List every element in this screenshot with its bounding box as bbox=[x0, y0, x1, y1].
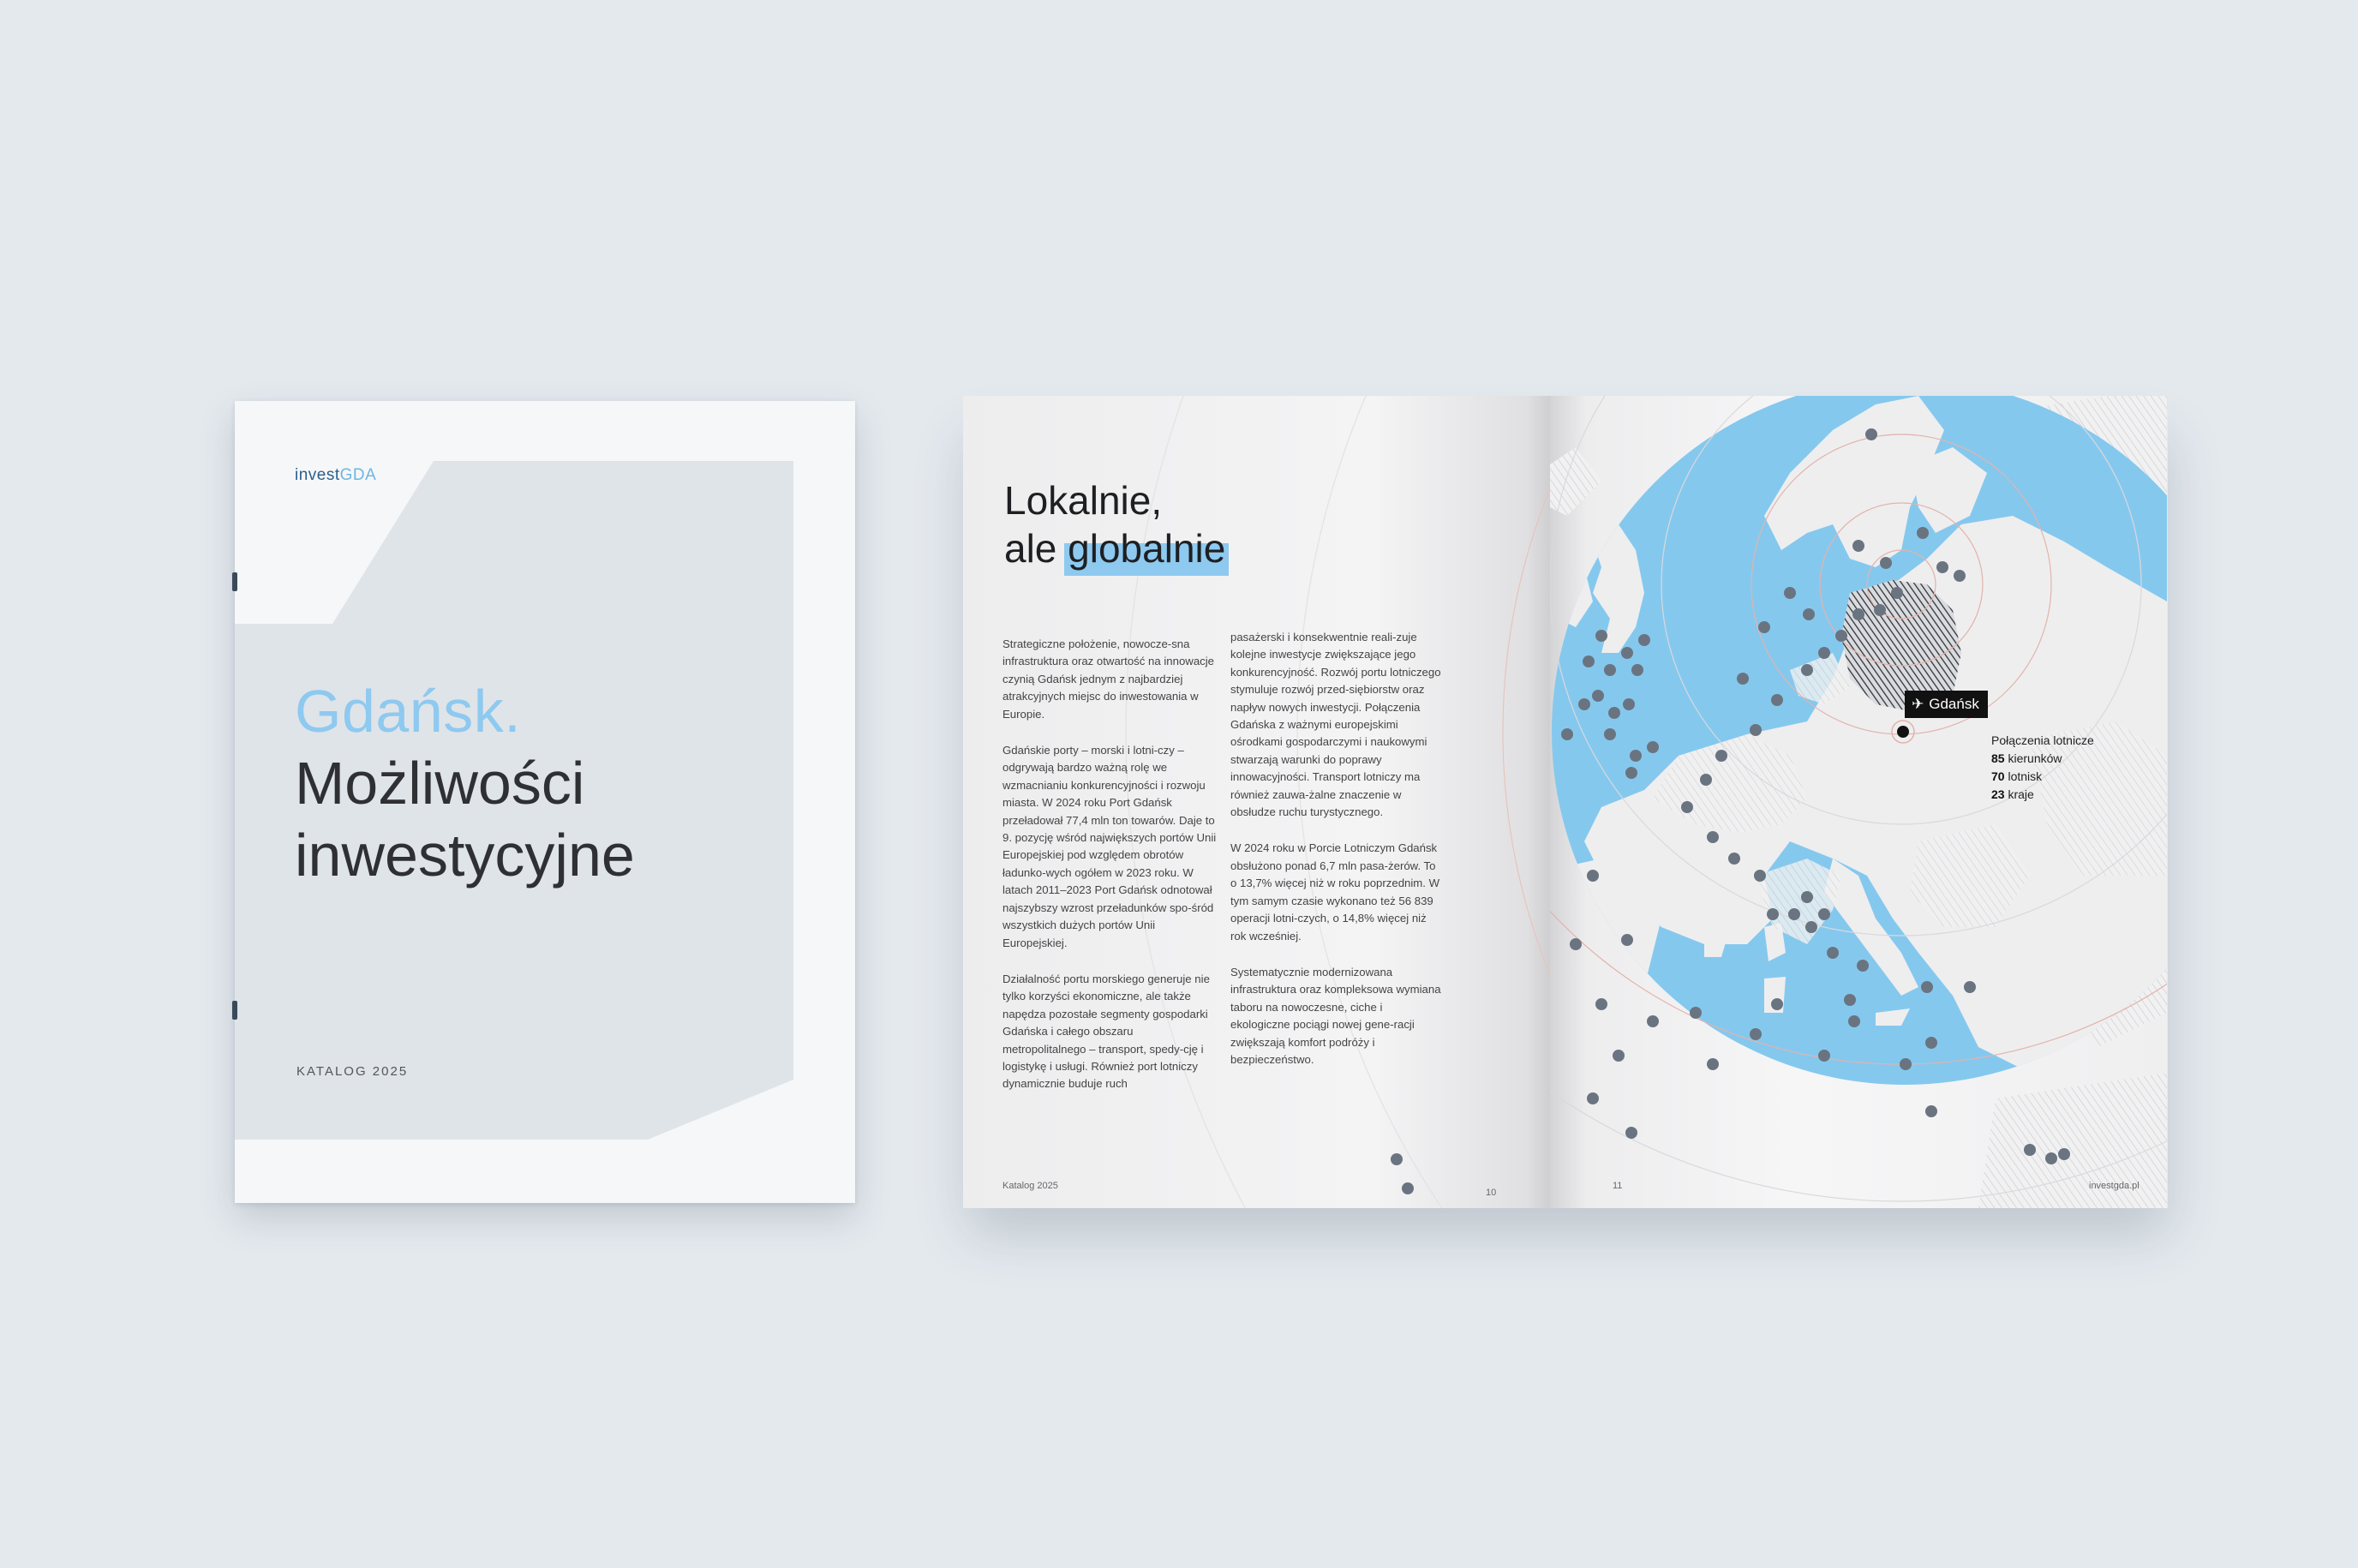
legend-item: 70 lotnisk bbox=[1991, 769, 2043, 783]
cover-title bbox=[295, 747, 809, 891]
paragraph: pasażerski i konsekwentnie reali-zuje kolejne inwestycje zwiększające jego konkurencyjność. Rozwój portu lotniczego stymuluje rozwój przed-siębiorstw oraz napływ nowych inwestycji. Połączenia Gdańska z ważnymi europejskimi ośrodkami gospodarczymi i naukowymi stwarzają warunki do poprawy innowacyjności. Transport lotniczy ma również zauwa-żalne znaczenie w obsłudze ruchu turystycznego. bbox=[1230, 631, 1441, 819]
logo-text-gda: GDA bbox=[339, 466, 377, 484]
airplane-icon: ✈ bbox=[1912, 696, 1924, 712]
legend-item: 85 kierunków bbox=[1991, 751, 2062, 765]
footer-catalog: Katalog 2025 bbox=[1002, 1181, 1058, 1191]
gdansk-badge bbox=[1905, 691, 1988, 718]
paragraph: W 2024 roku w Porcie Lotniczym Gdańsk obsłużono ponad 6,7 mln pasa-żerów. To o 13,7% więcej niż w roku poprzednim. W tym samym czasie wykonano też 56 839 operacji lotni-czych, o 14,8% więcej niż rok wcześniej. bbox=[1230, 841, 1440, 943]
staple bbox=[232, 1001, 237, 1020]
logo-text-invest: invest bbox=[295, 466, 340, 484]
badge-label: Gdańsk bbox=[1929, 696, 1979, 712]
paragraph: Gdańskie porty – morski i lotni-czy – odgrywają bardzo ważną rolę we wzmacnianiu konkurencyjności i rozwoju miasta. W 2024 roku Port Gdańsk przeładował 77,4 mln ton towarów. Daje to 9. pozycję wśród największych portów Unii Europejskiej pod względem obrotów ładunko-wych ogółem w 2023 roku. W latach 2011–2023 Port Gdańsk odnotował najszybszy wzrost przeładunków spo-śród wszystkich dużych portów Unii Europejskiej. bbox=[1002, 744, 1217, 949]
cover-catalog-label: KATALOG 2025 bbox=[296, 1064, 409, 1079]
paragraph: Systematycznie modernizowana infrastruktura oraz kompleksowa wymiana taboru na nowoczesne, ciche i ekologiczne pociągi nowej gene-racji zwiększają komfort podróży i bezpieczeństwo. bbox=[1230, 965, 1441, 1066]
page-number-left: 10 bbox=[1486, 1188, 1497, 1198]
spread-page-right bbox=[1550, 396, 2167, 1208]
paragraph: Działalność portu morskiego generuje nie tylko korzyści ekonomiczne, ale także napędza pozostałe segmenty gospodarki Gdańska i całego obszaru metropolitalnego – transport, spedy-cję i logistykę i usługi. Również port lotniczy dynamicznie buduje ruch bbox=[1002, 972, 1210, 1091]
footer-website: investgda.pl bbox=[2089, 1181, 2140, 1191]
cover-title-line2: inwestycyjne bbox=[295, 822, 635, 889]
paragraph: Strategiczne położenie, nowocze-sna infrastruktura oraz otwartość na innowacje czynią Gdańsk jednym z najbardziej atrakcyjnych miejsc do inwestowania w Europie. bbox=[1002, 637, 1215, 721]
spread-page-left bbox=[963, 396, 1550, 1208]
cover-title-city: Gdańsk. bbox=[295, 678, 522, 745]
legend-item: 23 kraje bbox=[1991, 787, 2034, 801]
heading-highlight: globalnie bbox=[1068, 526, 1226, 571]
page-number-right: 11 bbox=[1613, 1181, 1623, 1191]
cover-logo bbox=[295, 466, 376, 485]
staple bbox=[232, 572, 237, 591]
catalog-cover bbox=[235, 401, 855, 1203]
cover-title-line1: Możliwości bbox=[295, 750, 585, 817]
heading-line1: Lokalnie, bbox=[1004, 478, 1163, 523]
heading-line2 bbox=[1004, 524, 1347, 572]
flight-legend bbox=[1991, 732, 2094, 804]
legend-title: Połączenia lotnicze bbox=[1991, 733, 2094, 747]
heading-plain: ale bbox=[1004, 526, 1068, 571]
map-dots-left bbox=[963, 396, 1550, 1208]
